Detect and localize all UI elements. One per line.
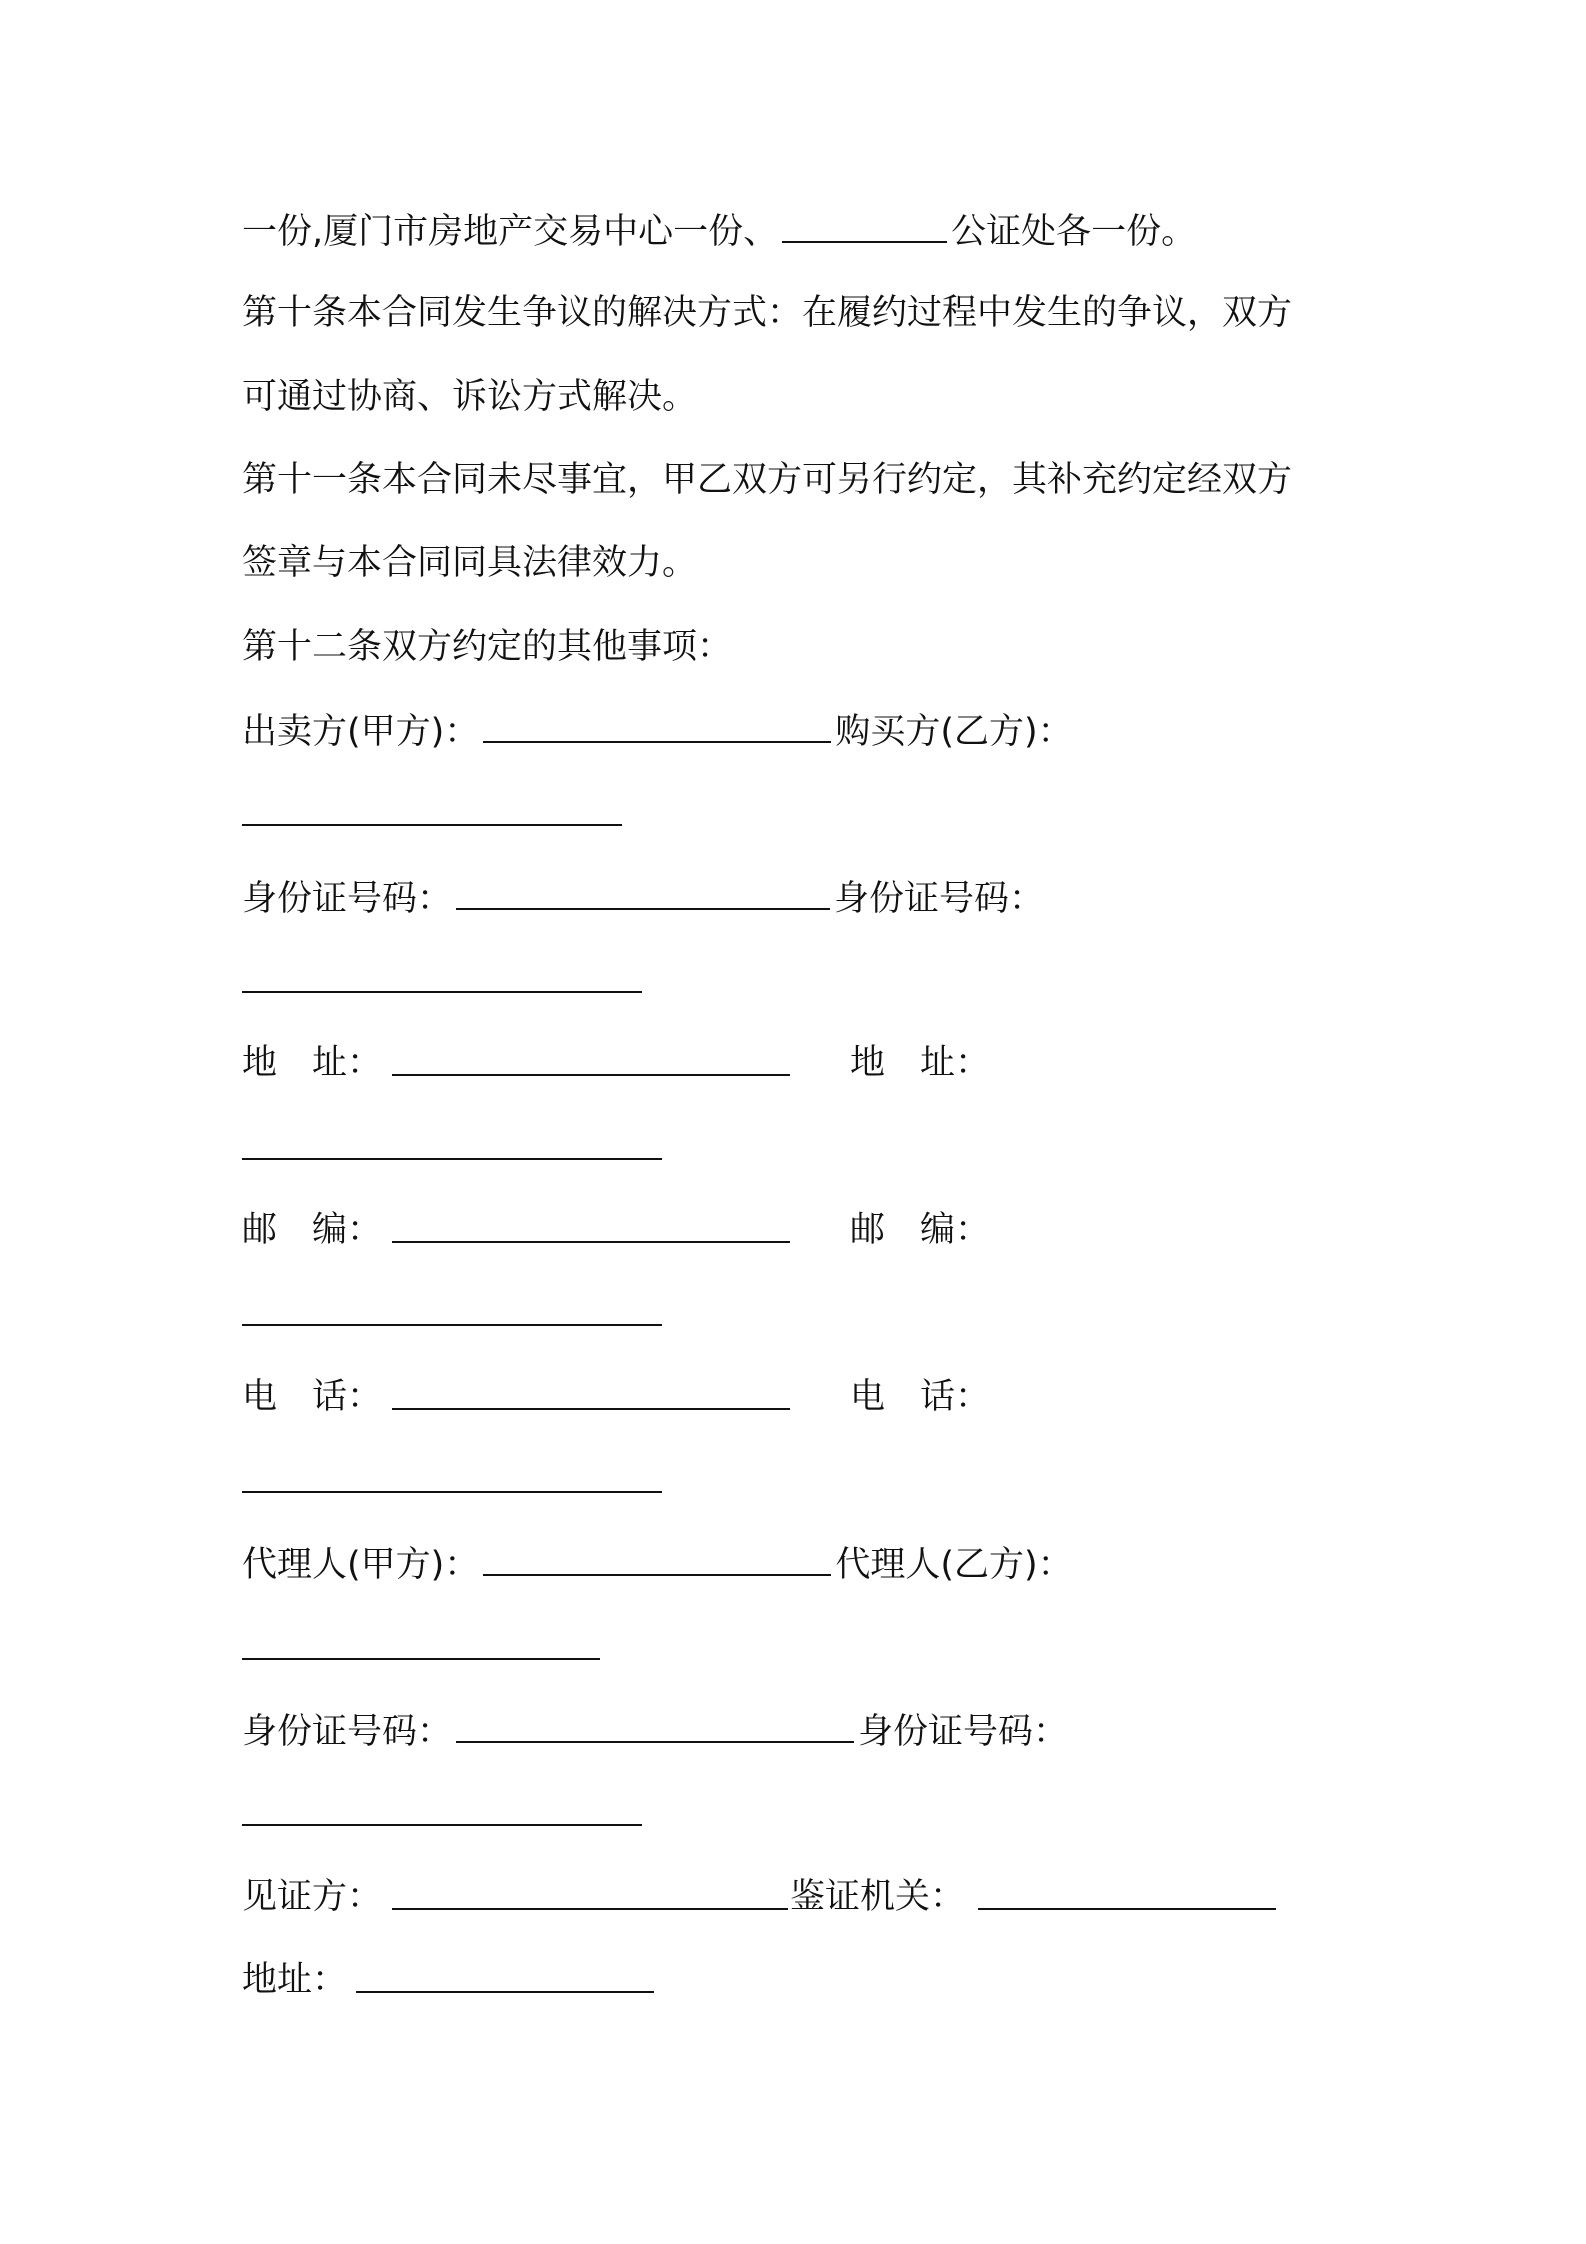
buyer-postcode-input[interactable] [242,1288,662,1326]
agent-id-row [242,1705,1068,1755]
buyer-input[interactable] [242,788,622,826]
agent-a-id-label: 身份证号码： [242,1712,453,1752]
notary-blank[interactable] [782,205,947,243]
buyer-phone-label: 电 话： [850,1377,991,1417]
seller-input[interactable] [483,705,831,743]
article-10-line-1: 第十条本合同发生争议的解决方式：在履约过程中发生的争议，双方 [242,293,1293,333]
paragraph-copies [242,205,1196,255]
agent-b-input-row [242,1622,604,1672]
agent-b-label: 代理人(乙方)： [835,1545,1073,1585]
authority-label: 鉴证机关： [790,1877,966,1917]
buyer-phone-input[interactable] [242,1455,662,1493]
buyer-address-label: 地 址： [850,1043,991,1083]
seller-phone-label: 电 话： [242,1377,383,1417]
article-12: 第十二条双方约定的其他事项： [242,627,733,667]
authority-address-input[interactable] [356,1955,654,1993]
agent-a-input[interactable] [483,1538,831,1576]
buyer-input-row [242,788,626,838]
authority-input[interactable] [978,1872,1276,1910]
buyer-phone-input-row [242,1455,666,1505]
agent-b-id-input[interactable] [242,1788,642,1826]
witness-input[interactable] [392,1872,788,1910]
buyer-postcode-label: 邮 编： [850,1210,991,1250]
seller-label: 出卖方(甲方)： [242,712,480,752]
authority-address-label: 地址： [242,1960,348,2000]
witness-label: 见证方： [242,1877,383,1917]
seller-buyer-row [242,705,1073,755]
buyer-address-input-row [242,1122,666,1172]
id-row [242,872,1044,922]
seller-postcode-input[interactable] [392,1205,790,1243]
article-11-line-2: 签章与本合同同具法律效力。 [242,543,698,583]
seller-postcode-label: 邮 编： [242,1210,383,1250]
article-10-line-2: 可通过协商、诉讼方式解决。 [242,377,698,417]
buyer-id-input-row [242,955,646,1005]
seller-phone-input[interactable] [392,1372,790,1410]
seller-address-label: 地 址： [242,1043,383,1083]
copies-text-end: 公证处各一份。 [951,212,1197,252]
seller-id-input[interactable] [456,872,830,910]
agent-a-id-input[interactable] [456,1705,854,1743]
agent-b-id-label: 身份证号码： [858,1712,1069,1752]
buyer-address-input[interactable] [242,1122,662,1160]
agent-b-input[interactable] [242,1622,600,1660]
agent-row [242,1538,1073,1588]
buyer-label: 购买方(乙方)： [835,712,1073,752]
buyer-postcode-input-row [242,1288,666,1338]
copies-text-start: 一份,厦门市房地产交易中心一份、 [242,212,779,252]
agent-a-label: 代理人(甲方)： [242,1545,480,1585]
seller-id-label: 身份证号码： [242,879,453,919]
buyer-id-input[interactable] [242,955,642,993]
seller-address-input[interactable] [392,1038,790,1076]
article-11-line-1: 第十一条本合同未尽事宜，甲乙双方可另行约定，其补充约定经双方 [242,460,1293,500]
agent-b-id-input-row [242,1788,646,1838]
buyer-id-label: 身份证号码： [834,879,1045,919]
